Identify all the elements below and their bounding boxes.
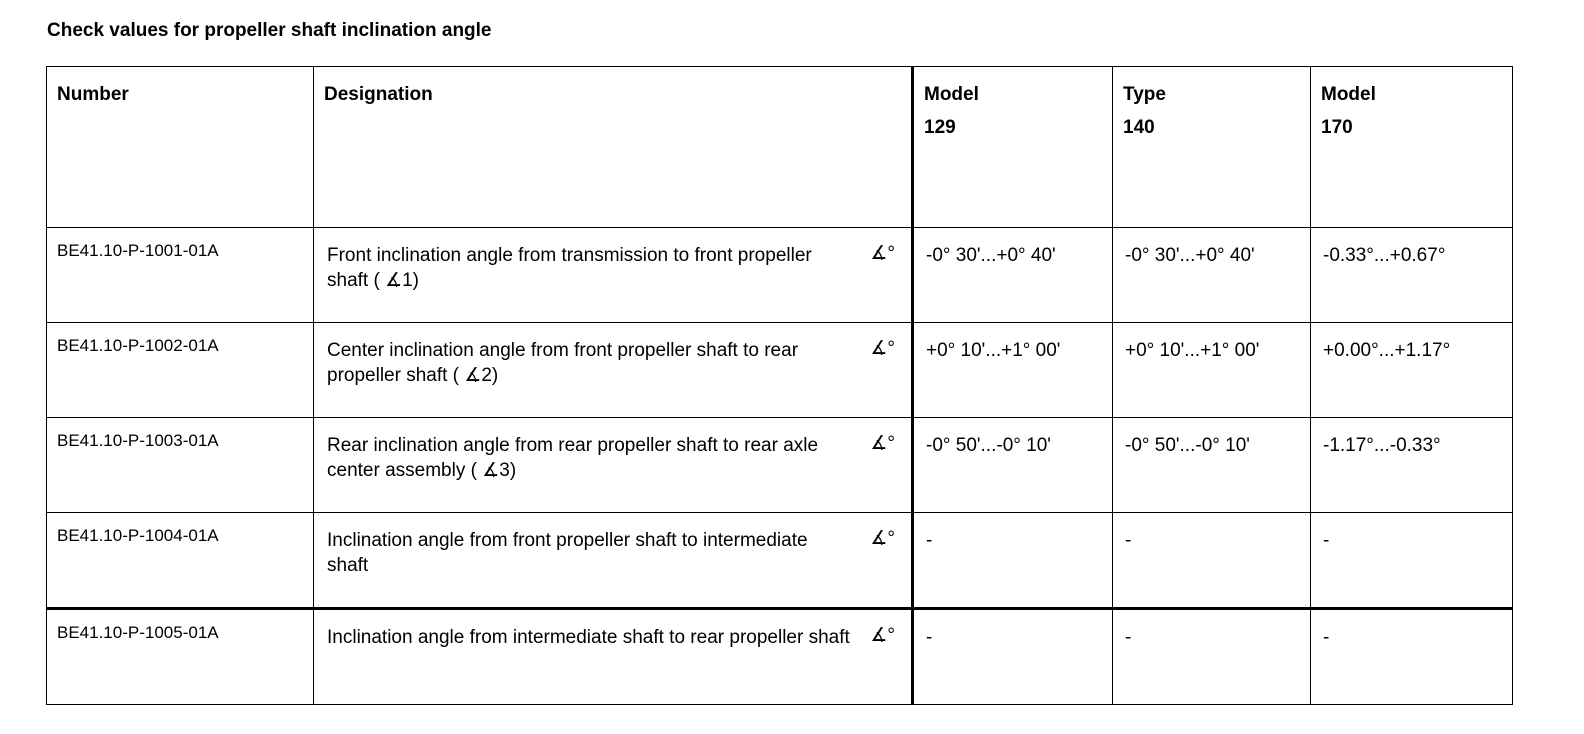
table-row [47, 418, 1513, 513]
check-values-table [46, 66, 1513, 705]
number-cell: BE41.10-P-1005-01A [47, 609, 314, 705]
number-cell: BE41.10-P-1001-01A [47, 228, 314, 323]
page-title: Check values for propeller shaft inclination angle [47, 20, 492, 41]
angle-icon: ∡° [870, 243, 895, 264]
value-cell-model-129: +0° 10'...+1° 00' [913, 323, 1113, 418]
angle-icon: ∡° [870, 433, 895, 454]
number-cell: BE41.10-P-1002-01A [47, 323, 314, 418]
table-row [47, 609, 1513, 705]
table-row [47, 323, 1513, 418]
value-cell-type-140: -0° 30'...+0° 40' [1113, 228, 1311, 323]
angle-icon: ∡° [870, 625, 895, 646]
header-number: Number [47, 67, 314, 228]
number-cell: BE41.10-P-1003-01A [47, 418, 314, 513]
header-designation: Designation [314, 67, 913, 228]
angle-icon: ∡° [870, 338, 895, 359]
designation-cell: Rear inclination angle from rear propeller shaft to rear axle center assembly ( ∡3) ∡° [314, 418, 913, 513]
designation-cell: Center inclination angle from front propeller shaft to rear propeller shaft ( ∡2) ∡° [314, 323, 913, 418]
header-type-140: Type 140 [1113, 67, 1311, 228]
designation-cell: Inclination angle from front propeller shaft to intermediate shaft ∡° [314, 513, 913, 609]
angle-icon: ∡° [870, 528, 895, 549]
table-header-row [47, 67, 1513, 228]
value-cell-type-140: - [1113, 609, 1311, 705]
value-cell-model-170: +0.00°...+1.17° [1311, 323, 1513, 418]
designation-cell: Front inclination angle from transmission to front propeller shaft ( ∡1) ∡° [314, 228, 913, 323]
value-cell-model-170: -0.33°...+0.67° [1311, 228, 1513, 323]
designation-cell: Inclination angle from intermediate shaft to rear propeller shaft ∡° [314, 609, 913, 705]
value-cell-model-170: - [1311, 513, 1513, 609]
value-cell-model-129: -0° 50'...-0° 10' [913, 418, 1113, 513]
value-cell-model-129: -0° 30'...+0° 40' [913, 228, 1113, 323]
number-cell: BE41.10-P-1004-01A [47, 513, 314, 609]
header-model-170: Model 170 [1311, 67, 1513, 228]
table-row [47, 513, 1513, 609]
value-cell-model-170: -1.17°...-0.33° [1311, 418, 1513, 513]
value-cell-model-170: - [1311, 609, 1513, 705]
value-cell-type-140: +0° 10'...+1° 00' [1113, 323, 1311, 418]
value-cell-type-140: - [1113, 513, 1311, 609]
value-cell-model-129: - [913, 609, 1113, 705]
value-cell-model-129: - [913, 513, 1113, 609]
value-cell-type-140: -0° 50'...-0° 10' [1113, 418, 1311, 513]
table-row [47, 228, 1513, 323]
header-model-129: Model 129 [913, 67, 1113, 228]
